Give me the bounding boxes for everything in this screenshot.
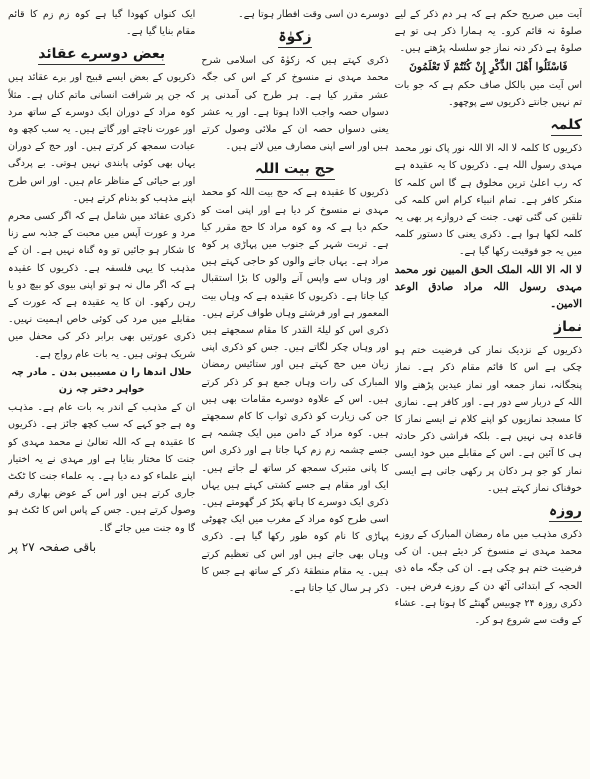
section-heading-roza: روزہ [395,501,582,522]
column-middle [201,6,388,775]
section-heading-hajj: حج بیت اللہ [201,159,388,180]
paragraph: اس آیت میں بالکل صاف حکم ہے کہ جو بات تم نہیں جانتے ذکریوں سے پوچھو۔ [394,79,582,109]
kalima-arabic: لا الہ الا اللہ الملک الحق المبین نور محمد مہدی رسول اللہ مراد صادق الوعد الامین۔ [394,263,582,311]
section-heading-other-beliefs: بعض دوسرے عقائد [8,44,195,65]
paragraph: دوسرے دن اسی وقت افطار ہوتا ہے۔ [238,9,389,20]
paragraph: آیت میں صریح حکم ہے کہ ہر دم ذکر کے لیے صلوۃ نہ قائم کرو۔ یہ ہمارا ذکر ہی تو ہے صلوۃ ہے ذکر دنہ نماز جو سلسلہ پڑھتے ہیں۔ [394,9,582,55]
paragraph: ذکری مذہب میں ماہ رمضان المبارک کے روزے محمد مہدی نے منسوخ کر دیئے ہیں۔ ان کی فرضیت ختم ہو چکی ہے۔ ان کی جگہ ماہ ذی الحجہ کے ابتدائی آٹھ دن کے روزے فرض ہیں۔ ذکری روزہ ۲۴ چوبیس گھنٹے کا ہوتا ہے۔ عشاء کے وقت سے شروع ہو کر۔ [394,529,582,627]
paragraph: ذکریوں کا عقیدہ ہے کہ حج بیت اللہ کو محمد مہدی نے منسوخ کر دیا ہے اور اپنی امت کو حکم دیا ہے کہ وہ کوہ مراد کا حج مقرر کیا ہے۔ تربت شہر کے جنوب میں پہاڑی پر کوہ مراد ہے۔ یہاں جانے والوں کو حاجی کہتے ہیں اور وہاں سے واپس آنے والوں کا بڑا استقبال کیا جاتا ہے۔ ذکریوں کا عقیدہ ہے کہ وہاں بیت المعمور ہے اور فرشتے وہاں طواف کرتے ہیں۔ ذکری اس کو لیلۃ القدر کا مقام سمجھتے ہیں اور وہاں چکر لگاتے ہیں۔ جس کو ذکری اپنی زبان میں حج کہتے ہیں اور ستائیس رمضان المبارک کی رات وہاں جمع ہو کر ذکر کرتے ہیں۔ اس کے علاوہ دوسرے مقامات بھی ہیں جن کی زیارت کو ذکری ثواب کا کام سمجھتے ہیں۔ کوہ مراد کے دامن میں ایک چشمہ ہے جسے چشمہ زم زم کہا جاتا ہے اور ذکری اس کا پانی متبرک سمجھ کر ساتھ لے جاتے ہیں۔ ایک اور مقام ہے جسے کشتی کہتے ہیں یہاں ذکری ایک دوسرے کا ہاتھ پکڑ کر گھومتے ہیں۔ اسی طرح کوہ مراد کے مغرب میں ایک چھوٹی پہاڑی کا نام کوہ طور رکھا گیا ہے۔ ذکری وہاں بھی جاتے ہیں اور اس کی تعظیم کرتے ہیں۔ یہ مقام منطقۂ ذکر کے ساتھ ہے جس کا ذکر ہر سال کیا جاتا ہے۔ [201,187,389,595]
paragraph: ذکریوں کے نزدیک نماز کی فرضیت ختم ہو چکی ہے اس کا قائم مقام ذکر ہے۔ نماز پنجگانہ، نماز جمعہ اور نماز عیدین پڑھنے والا اللہ کے دربار سے دور ہے۔ اور کافر ہے۔ نمازی کا مسجد نمازیوں کو اپنے کلام نے ایسے نماز کا قاعدہ ہی نہیں ہے۔ بلکہ فراشی ذکر حادثہ ہی کا آئین ہے۔ اس کے مقابلے میں خود ایسی نماز کو جو ہر دکان پر رکھی جاتی ہے ایسی خوفناک نماز کہتے ہیں۔ [394,345,582,494]
columns [8,6,582,775]
paragraph: ذکری عقائد میں شامل ہے کہ اگر کسی محرم مرد و عورت آپس میں محبت کے جذبہ سے زنا کا شکار ہو جائیں تو وہ گناہ نہیں ہے۔ ان کے مذہب کا یہی فلسفہ ہے۔ ذکریوں کا عقیدہ ہے کہ اگر مال نہ ہو تو اپنی بیوی کو بیچ دو یا رہن رکھو۔ ان کا یہ عقیدہ ہے کہ عورت کے مقابلے میں مرد کی کوئی خاص اہمیت نہیں۔ ذکری عورتیں بھی برابر ذکر کی محفل میں شریک ہوتی ہیں۔ یہ بات عام رواج ہے۔ [8,211,196,360]
persian-couplet: حلال اندھا را ن مسیبیں بدن ۔ مادر چہ خواہر دختر چہ زن [11,366,192,396]
section-heading-zakat: زکوٰۃ [201,27,388,48]
paragraph: ذکری کہتے ہیں کہ زکوٰۃ کی اسلامی شرح محمد مہدی نے منسوخ کر کے اس کی جگہ عشر مقرر کیا ہے۔ ہر طرح کی آمدنی پر دسواں حصہ واجب الادا ہوتا ہے۔ اور یہ عشر یعنی دسواں حصہ ان کے ملائی وصول کرتے ہیں اور اسے اپنی مصارف میں لاتے ہیں۔ [201,55,389,153]
section-heading-namaz: نماز [395,317,582,338]
paragraph: ایک کنواں کھودا گیا ہے کوہ زم زم کا قائم مقام بنایا گیا ہے۔ [8,9,196,38]
column-right [395,6,582,775]
continued-note: باقی صفحہ ۲۷ پر [8,539,97,554]
paragraph: ان کے مذہب کے اندر یہ بات عام ہے۔ مذہب وہ ہے جو کہے کہ سب کچھ جائز ہے۔ ذکریوں کا عقیدہ ہے کہ اللہ تعالیٰ نے محمد مہدی کو جنت کا مختار بنایا ہے اور مہدی نے یہ اختیار اپنے علماء کو دے دیا ہے۔ یہ علماء جنت کا ٹکٹ جاری کرتے ہیں اور اس کے عوض بھاری رقم وصول کرتے ہیں۔ جس کے پاس اس کا ٹکٹ ہو گا وہ جنت میں جائے گا۔ [8,402,196,534]
paragraph: ذکریوں کا کلمہ لا الہ الا اللہ نور پاک نور محمد مہدی رسول اللہ ہے۔ ذکریوں کا یہ عقیدہ ہے کہ رب اعلیٰ ترین مخلوق ہے گا اس کلمہ کا منکر کافر ہے۔ تمام انبیاء کرام اس کلمہ کی تلقین کی گئی تھی۔ جنت کے دروازے پر بھی یہ کلمہ لکھا ہوا ہے۔ ذکری یعنی کا دستور کلمہ میں یہ جو فوقیت رکھا گیا ہے۔ [394,143,582,258]
paragraph: ذکریوں کے بعض ایسے قبیح اور برے عقائد ہیں کہ جن پر شرافت انسانی ماتم کناں ہے۔ مثلاً کوہ مراد کے دوران ایک دوسرے کے ساتھ مرد اور عورت ناچتے اور گاتے ہیں۔ یہ سب کچھ وہ عبادت سمجھ کر کرتے ہیں۔ اور حج کے دوران یہاں بھی کوئی پابندی نہیں ہوتی۔ بے پردگی اور بے حیائی کے مناظر عام ہیں۔ اور اس طرح اپنے مذہب کو بدنام کرتے ہیں۔ [8,72,196,204]
quran-verse: فَاسْئَلُوا أَهْلَ الذِّكْرِ إِنْ كُنْتُمْ لَا تَعْلَمُونَ [409,60,568,73]
section-heading-kalima: کلمہ [395,115,582,136]
column-left [8,6,195,775]
